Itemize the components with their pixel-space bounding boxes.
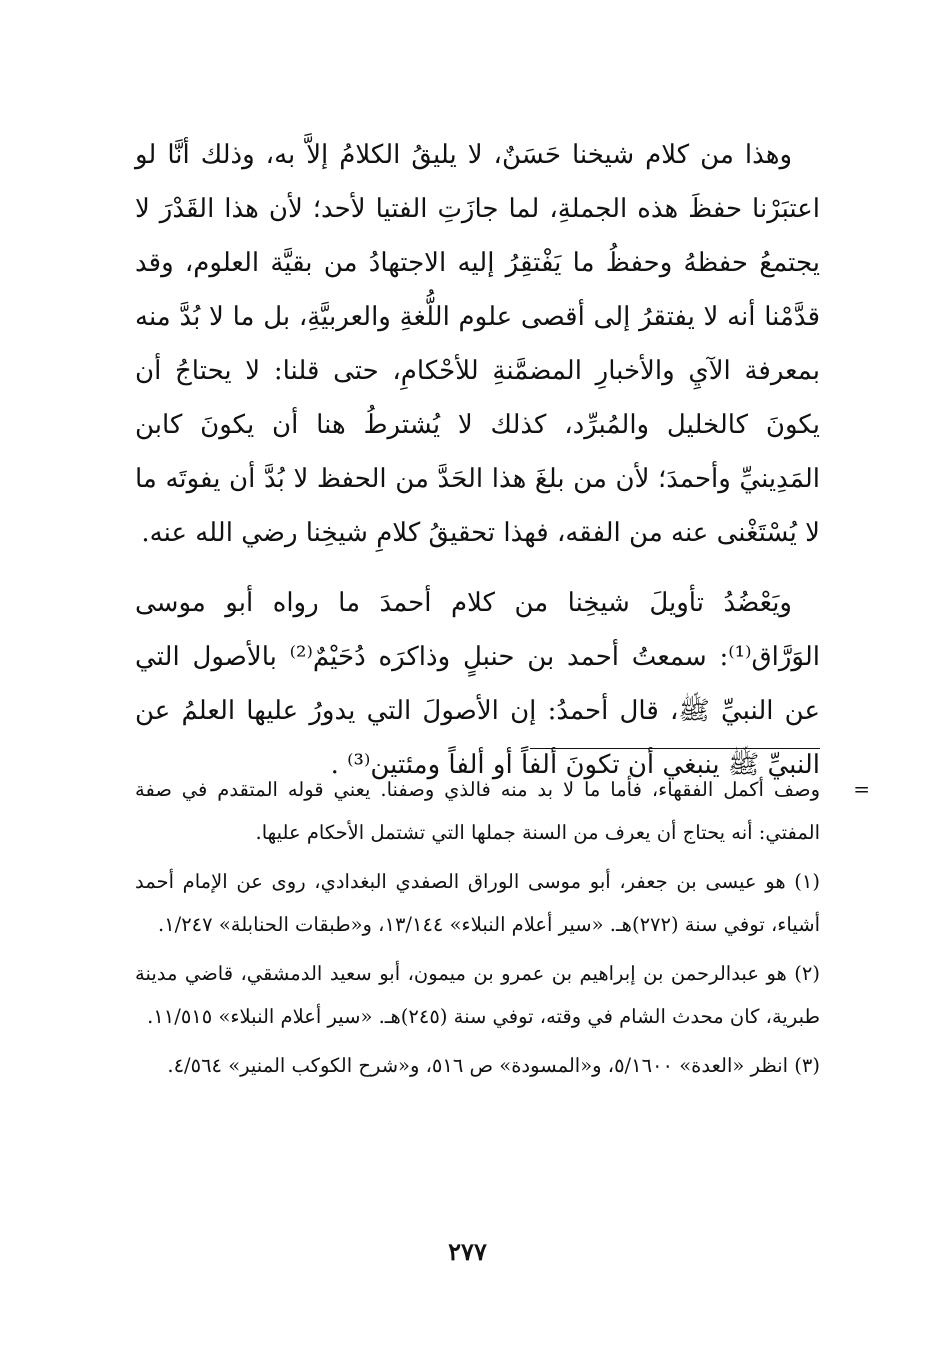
footnote-separator: [530, 748, 820, 749]
footnote-continuation: [135, 768, 870, 854]
paragraph-2: ويَعْضُدُ تأويلَ شيخِنا من كلام أحمدَ ما رواه أبو موسى الوَرَّاق⁽¹⁾: سمعتُ أحمد بن حنبلٍ وذاكرَه دُحَيْمٌ⁽²⁾ بالأصول التي عن النبيِّ ﷺ، قال أحمدُ: إن الأصولَ التي يدورُ عليها العلمُ عن النبيِّ ﷺ ينبغي أن تكونَ ألفاً أو ألفاً ومئتين⁽³⁾ .: [135, 588, 820, 780]
page-number: ٢٧٧: [448, 1237, 487, 1266]
footnote-2: (٢) هو عبدالرحمن بن إبراهيم بن عمرو بن ميمون، أبو سعيد الدمشقي، قاضي مدينة طبرية، كان محدث الشام في وقته، توفي سنة (٢٤٥)هـ. «سير أعلام النبلاء» ١١/٥١٥.: [135, 962, 820, 1028]
footnote-continuation-text: وصف أكمل الفقهاء، فأما ما لا بد منه فالذي وصفنا. يعني قوله المتقدم في صفة المفتي: أنه يحتاج أن يعرف من السنة جملها التي تشتمل الأحكام عليها.: [135, 778, 820, 844]
main-text-body: [135, 128, 820, 792]
footnote-1: (١) هو عيسى بن جعفر، أبو موسى الوراق الصفدي البغدادي، روى عن الإمام أحمد أشياء، توفي سنة (٢٧٢)هـ. «سير أعلام النبلاء» ١٣/١٤٤، و«طبقات الحنابلة» ١/٢٤٧.: [135, 870, 820, 936]
footnote-3: (٣) انظر «العدة» ٥/١٦٠٠، و«المسودة» ص ٥١٦، و«شرح الكوكب المنير» ٤/٥٦٤.: [167, 1054, 820, 1077]
paragraph-1: وهذا من كلام شيخنا حَسَنٌ، لا يليقُ الكلامُ إلاَّ به، وذلك أنَّا لو اعتبَرْنا حفظَ هذه الجملةِ، لما جازَتِ الفتيا لأحد؛ لأن هذا القَدْرَ لا يجتمعُ حفظهُ وحفظُ ما يَفْتقِرُ إليه الاجتهادُ من بقيَّة العلوم، وقد قدَّمْنا أنه لا يفتقرُ إلى أقصى علوم اللُّغةِ والعربيَّةِ، بل ما لا بُدَّ منه بمعرفة الآيِ والأخبارِ المضمَّنةِ للأحْكامِ، حتى قلنا: لا يحتاجُ أن يكونَ كالخليل والمُبرِّد، كذلك لا يُشترطُ هنا أن يكونَ كابن المَدِينيِّ وأحمدَ؛ لأن من بلغَ هذا الحَدَّ من الحفظ لا بُدَّ أن يفوتَه ما لا يُسْتَغْنى عنه من الفقه، فهذا تحقيقُ كلامِ شيخِنا رضي الله عنه.: [135, 140, 820, 548]
footnotes-section: [135, 768, 870, 1093]
continuation-marker: =: [853, 777, 870, 801]
